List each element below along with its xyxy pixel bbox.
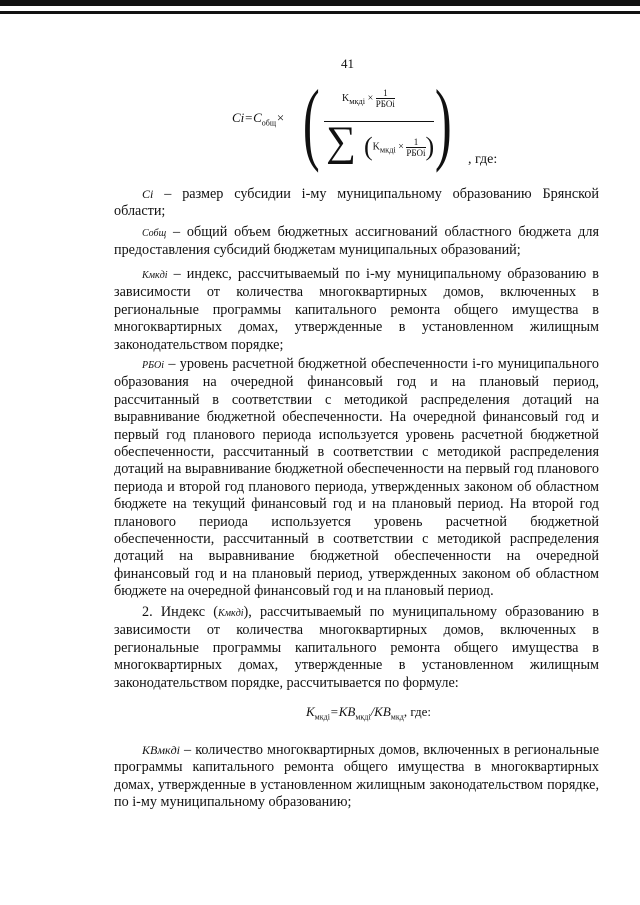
paragraph-sobsh bbox=[114, 224, 599, 260]
paragraph-rbo bbox=[114, 356, 599, 601]
paragraph-index bbox=[114, 604, 599, 692]
index-formula bbox=[306, 704, 431, 722]
index-intro-b: ), рассчитываемый по муниципальному образованию в зависимости от количества многоквартирных домов, включенных в региональные программы капитального ремонта общего имущества в многоквартирных домах, утвержденные в установленном жилищным законодательством порядке, рассчитывается по формуле: bbox=[114, 604, 599, 691]
numerator-rbo: РБОi bbox=[375, 99, 395, 109]
f2-eq-kb: =KB bbox=[329, 704, 356, 719]
formula-where: , где: bbox=[468, 152, 498, 167]
den-rbo: РБОi bbox=[406, 147, 426, 158]
formula-c-sub: общ bbox=[261, 118, 276, 128]
f2-k: K bbox=[306, 704, 315, 719]
formula-eq-c: =C bbox=[244, 110, 262, 125]
f2-where: , где: bbox=[403, 704, 432, 719]
text-rbo: – уровень расчетной бюджетной обеспеченности i-го муниципального образования на очередной финансовый год и на плановый период, рассчитанный в соответствии с методикой распределения дотаций на выравнивание бюджетной обеспеченности. На очередной финансовый год и первый год планового периода используется уровень расчетной бюджетной обеспеченности, рассчитанный в соответствии с методикой распределения дотаций на выравнивание бюджетной обеспеченности на первый год планового периода и второй год планового периода, утвержденных законом об областном бюджете на текущий финансовый год и на плановый период. На второй год планового периода используется уровень расчетной бюджетной обеспеченности, рассчитанный в соответствии с методикой распределения дотаций на выравнивание бюджетной обеспеченности на очередной финансовый год и на плановый период, утвержденных законом об областном бюджете на очередной финансовый год и на плановый период. bbox=[114, 356, 599, 600]
formula-ci: Ci bbox=[232, 110, 245, 125]
index-intro-a: 2. Индекс ( bbox=[142, 604, 218, 620]
den-close-paren: ) bbox=[425, 132, 435, 161]
text-kmkdi: – индекс, рассчитываемый по i-му муниципальному образованию в зависимости от количества многоквартирных домов, включенных в региональные программы капитального ремонта общего имущества в многоквартирных домах, утвержденные в установленном жилищным законодательством порядке; bbox=[114, 266, 599, 353]
numerator-times: × bbox=[367, 92, 374, 104]
symbol-kmkdi: Кмкдi bbox=[142, 270, 168, 281]
scan-top-edge-gap bbox=[0, 6, 640, 11]
numerator-one: 1 bbox=[383, 88, 388, 98]
den-mini-fraction bbox=[406, 137, 425, 158]
den-k: K bbox=[372, 141, 380, 153]
f2-kb2-sub: мкд bbox=[390, 712, 404, 722]
f2-kb-sub: мкдi bbox=[355, 712, 371, 722]
formula-numerator bbox=[342, 88, 395, 109]
formula-denominator bbox=[364, 132, 434, 162]
text-kv: – количество многоквартирных домов, включенных в региональные программы капитального ремонта общего имущества в многоквартирных домах, утвержденные в установленном жилищным законодательством порядке, по i-му муниципальному образованию; bbox=[114, 742, 599, 811]
symbol-index: Kмкдi bbox=[217, 608, 244, 619]
den-k-sub: мкдi bbox=[379, 145, 396, 155]
formula-lhs bbox=[232, 110, 285, 128]
den-open-paren: ( bbox=[364, 132, 373, 161]
den-one: 1 bbox=[413, 136, 419, 147]
page-number: 41 bbox=[341, 56, 354, 71]
sigma-symbol: ∑ bbox=[326, 119, 356, 165]
f2-k-sub: мкдi bbox=[314, 712, 330, 722]
symbol-sobsh: Cобщ bbox=[142, 228, 167, 239]
paragraph-ci bbox=[114, 186, 599, 221]
numerator-k-sub: мкдi bbox=[349, 96, 366, 106]
text-sobsh: – общий объем бюджетных ассигнований областного бюджета для предоставления субсидий бюджетам муниципальных образований; bbox=[114, 224, 599, 259]
symbol-rbo: РБОi bbox=[142, 360, 165, 371]
numerator-mini-fraction bbox=[376, 88, 395, 109]
paragraph-kmkdi bbox=[114, 266, 599, 354]
formula-right-paren: ) bbox=[434, 71, 452, 173]
den-times: × bbox=[398, 141, 404, 153]
formula-times: × bbox=[275, 110, 285, 125]
text-ci: – размер субсидии i-му муниципальному образованию Брянской области; bbox=[114, 186, 599, 220]
paragraph-kv bbox=[114, 742, 599, 812]
symbol-kv: KBмкдi bbox=[142, 743, 181, 757]
symbol-ci: Ci bbox=[142, 187, 154, 201]
formula-left-paren: ( bbox=[302, 71, 320, 173]
numerator-k: K bbox=[342, 92, 350, 104]
f2-slash-kb: /KB bbox=[370, 704, 391, 719]
